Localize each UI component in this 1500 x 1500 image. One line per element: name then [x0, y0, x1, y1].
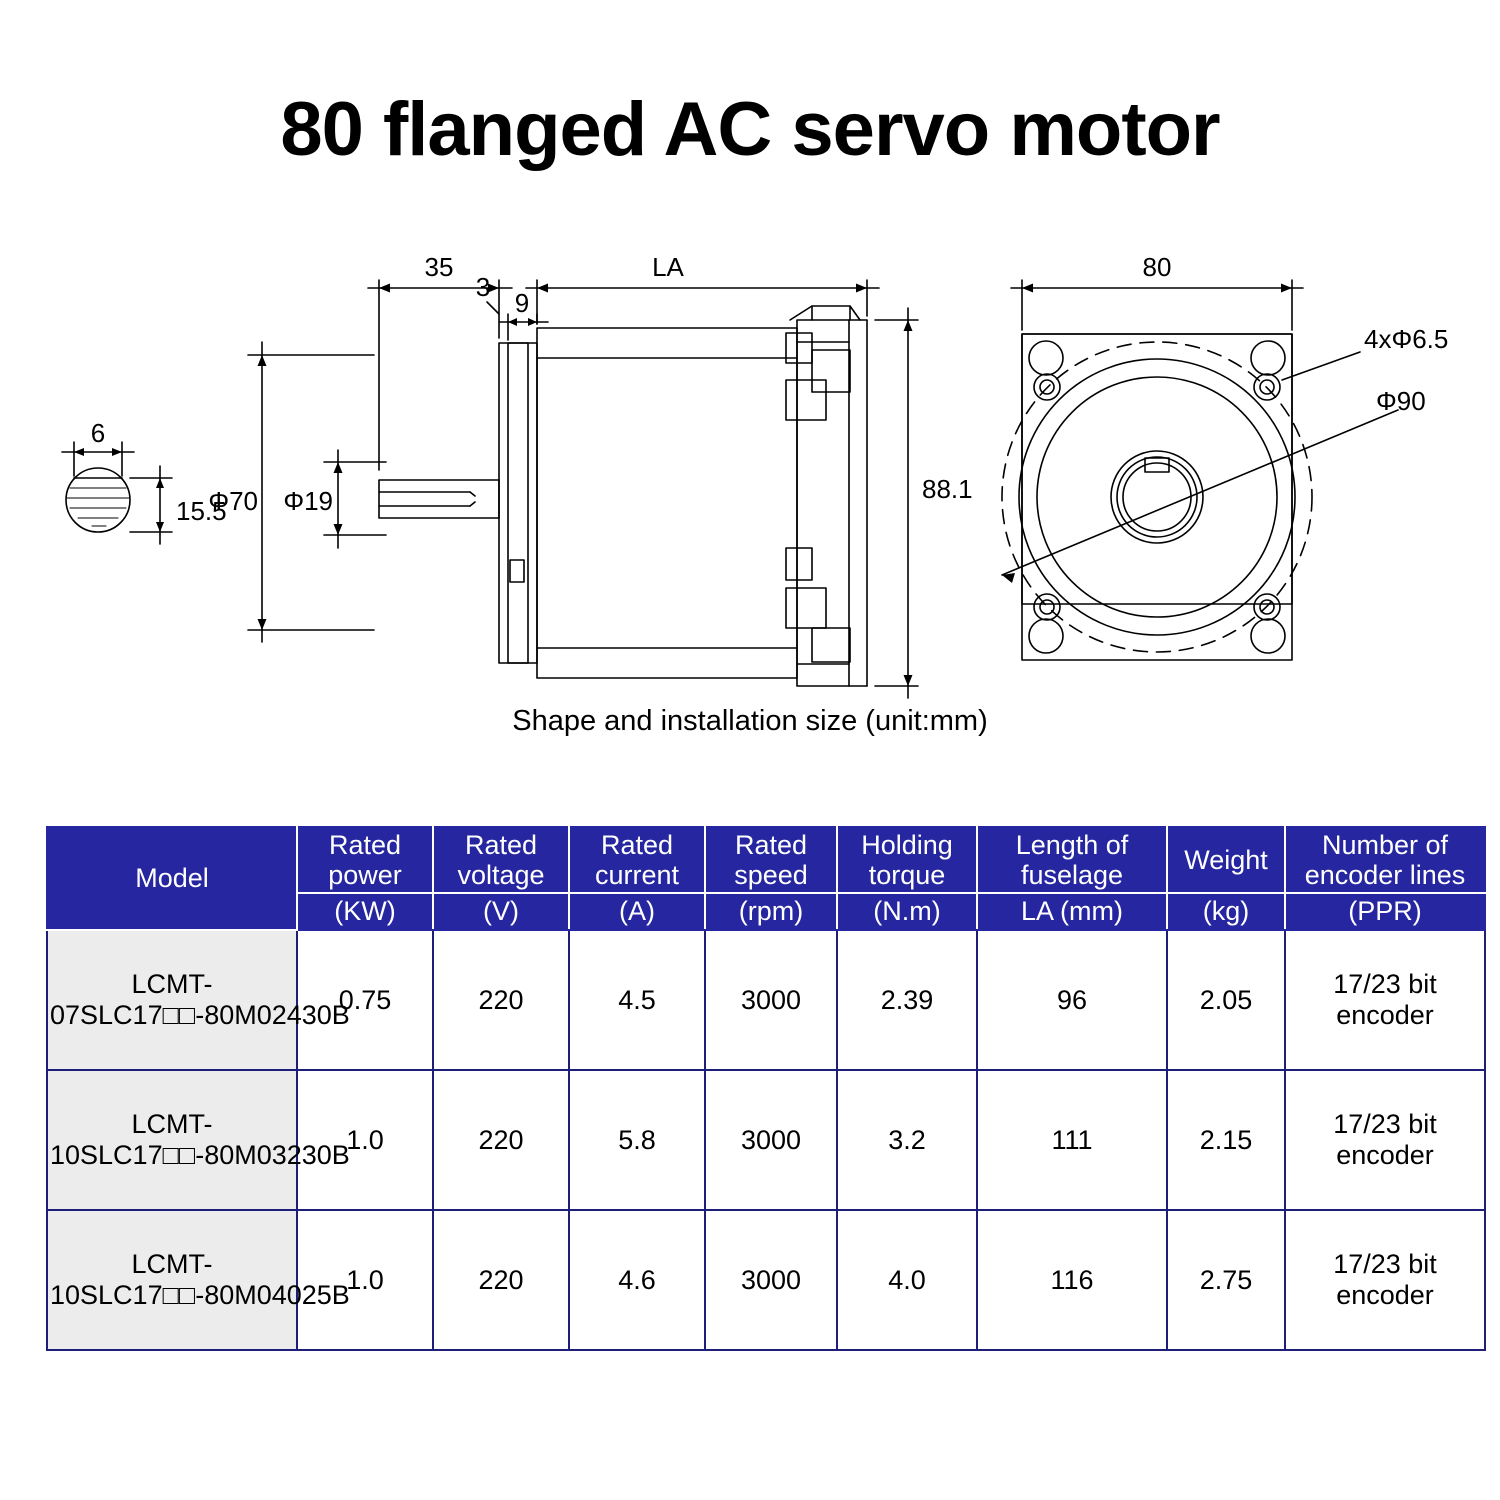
- col-header-length-of-fuselage: Length of fuselage: [977, 827, 1167, 893]
- unit-header-length: LA (mm): [977, 893, 1167, 929]
- col-header-rated-speed: Rated speed: [705, 827, 837, 893]
- dim-label-LA: LA: [652, 252, 684, 282]
- unit-header-weight: (kg): [1167, 893, 1285, 929]
- cell-torque: 3.2: [837, 1070, 977, 1210]
- spec-table-container: [46, 826, 1466, 1351]
- cell-current: 5.8: [569, 1070, 705, 1210]
- dim-label-6: 6: [90, 418, 106, 448]
- cell-model: LCMT-07SLC17□□-80M02430B: [47, 930, 297, 1070]
- spec-table-body: [47, 930, 1485, 1350]
- col-header-rated-voltage: Rated voltage: [433, 827, 569, 893]
- col-header-weight: Weight: [1167, 827, 1285, 893]
- dim-label-phi90: Φ90: [1376, 386, 1426, 416]
- dim-label-phi70: Φ70: [208, 486, 258, 516]
- shaft-cross-section: [62, 442, 172, 544]
- table-row: [47, 1070, 1485, 1210]
- cell-voltage: 220: [433, 1210, 569, 1350]
- motor-front-view: [1002, 280, 1398, 660]
- col-header-holding-torque: Holding torque: [837, 827, 977, 893]
- cell-length: 96: [977, 930, 1167, 1070]
- cell-encoder: 17/23 bit encoder: [1285, 1070, 1485, 1210]
- unit-header-power: (KW): [297, 893, 433, 929]
- dim-label-35: 35: [424, 252, 454, 282]
- drawing-svg: [0, 230, 1500, 700]
- motor-side-view: [379, 306, 867, 686]
- dim-label-80: 80: [1142, 252, 1172, 282]
- table-row: [47, 1210, 1485, 1350]
- unit-header-encoder: (PPR): [1285, 893, 1485, 929]
- col-header-rated-power: Rated power: [297, 827, 433, 893]
- cell-torque: 4.0: [837, 1210, 977, 1350]
- cell-power: 1.0: [297, 1070, 433, 1210]
- dim-label-9: 9: [514, 288, 530, 318]
- cell-speed: 3000: [705, 930, 837, 1070]
- cell-encoder: 17/23 bit encoder: [1285, 930, 1485, 1070]
- dim-label-4x-phi6-5: 4xΦ6.5: [1364, 324, 1449, 354]
- cell-encoder: 17/23 bit encoder: [1285, 1210, 1485, 1350]
- dim-label-phi19: Φ19: [283, 486, 333, 516]
- cell-model: LCMT-10SLC17□□-80M03230B: [47, 1070, 297, 1210]
- cell-speed: 3000: [705, 1070, 837, 1210]
- cell-weight: 2.15: [1167, 1070, 1285, 1210]
- cell-power: 0.75: [297, 930, 433, 1070]
- page-title: 80 flanged AC servo motor: [280, 87, 1220, 172]
- cell-voltage: 220: [433, 1070, 569, 1210]
- cell-torque: 2.39: [837, 930, 977, 1070]
- cell-weight: 2.05: [1167, 930, 1285, 1070]
- unit-header-current: (A): [569, 893, 705, 929]
- col-header-encoder-lines: Number of encoder lines: [1285, 827, 1485, 893]
- unit-header-torque: (N.m): [837, 893, 977, 929]
- cell-speed: 3000: [705, 1210, 837, 1350]
- cell-current: 4.6: [569, 1210, 705, 1350]
- col-header-rated-current: Rated current: [569, 827, 705, 893]
- cell-voltage: 220: [433, 930, 569, 1070]
- drawing-caption: Shape and installation size (unit:mm): [512, 705, 988, 737]
- cell-power: 1.0: [297, 1210, 433, 1350]
- dim-label-88-1: 88.1: [922, 474, 973, 504]
- cell-length: 116: [977, 1210, 1167, 1350]
- dim-label-15-5: 15.5: [176, 496, 227, 526]
- col-header-model: Model: [47, 827, 297, 930]
- header-row-titles: [47, 827, 1485, 893]
- technical-drawing: [0, 230, 1500, 700]
- spec-table: [46, 826, 1486, 1351]
- spec-table-head: [47, 827, 1485, 930]
- cell-weight: 2.75: [1167, 1210, 1285, 1350]
- dim-label-3: 3: [475, 272, 491, 302]
- unit-header-voltage: (V): [433, 893, 569, 929]
- cell-length: 111: [977, 1070, 1167, 1210]
- unit-header-speed: (rpm): [705, 893, 837, 929]
- cell-model: LCMT-10SLC17□□-80M04025B: [47, 1210, 297, 1350]
- table-row: [47, 930, 1485, 1070]
- cell-current: 4.5: [569, 930, 705, 1070]
